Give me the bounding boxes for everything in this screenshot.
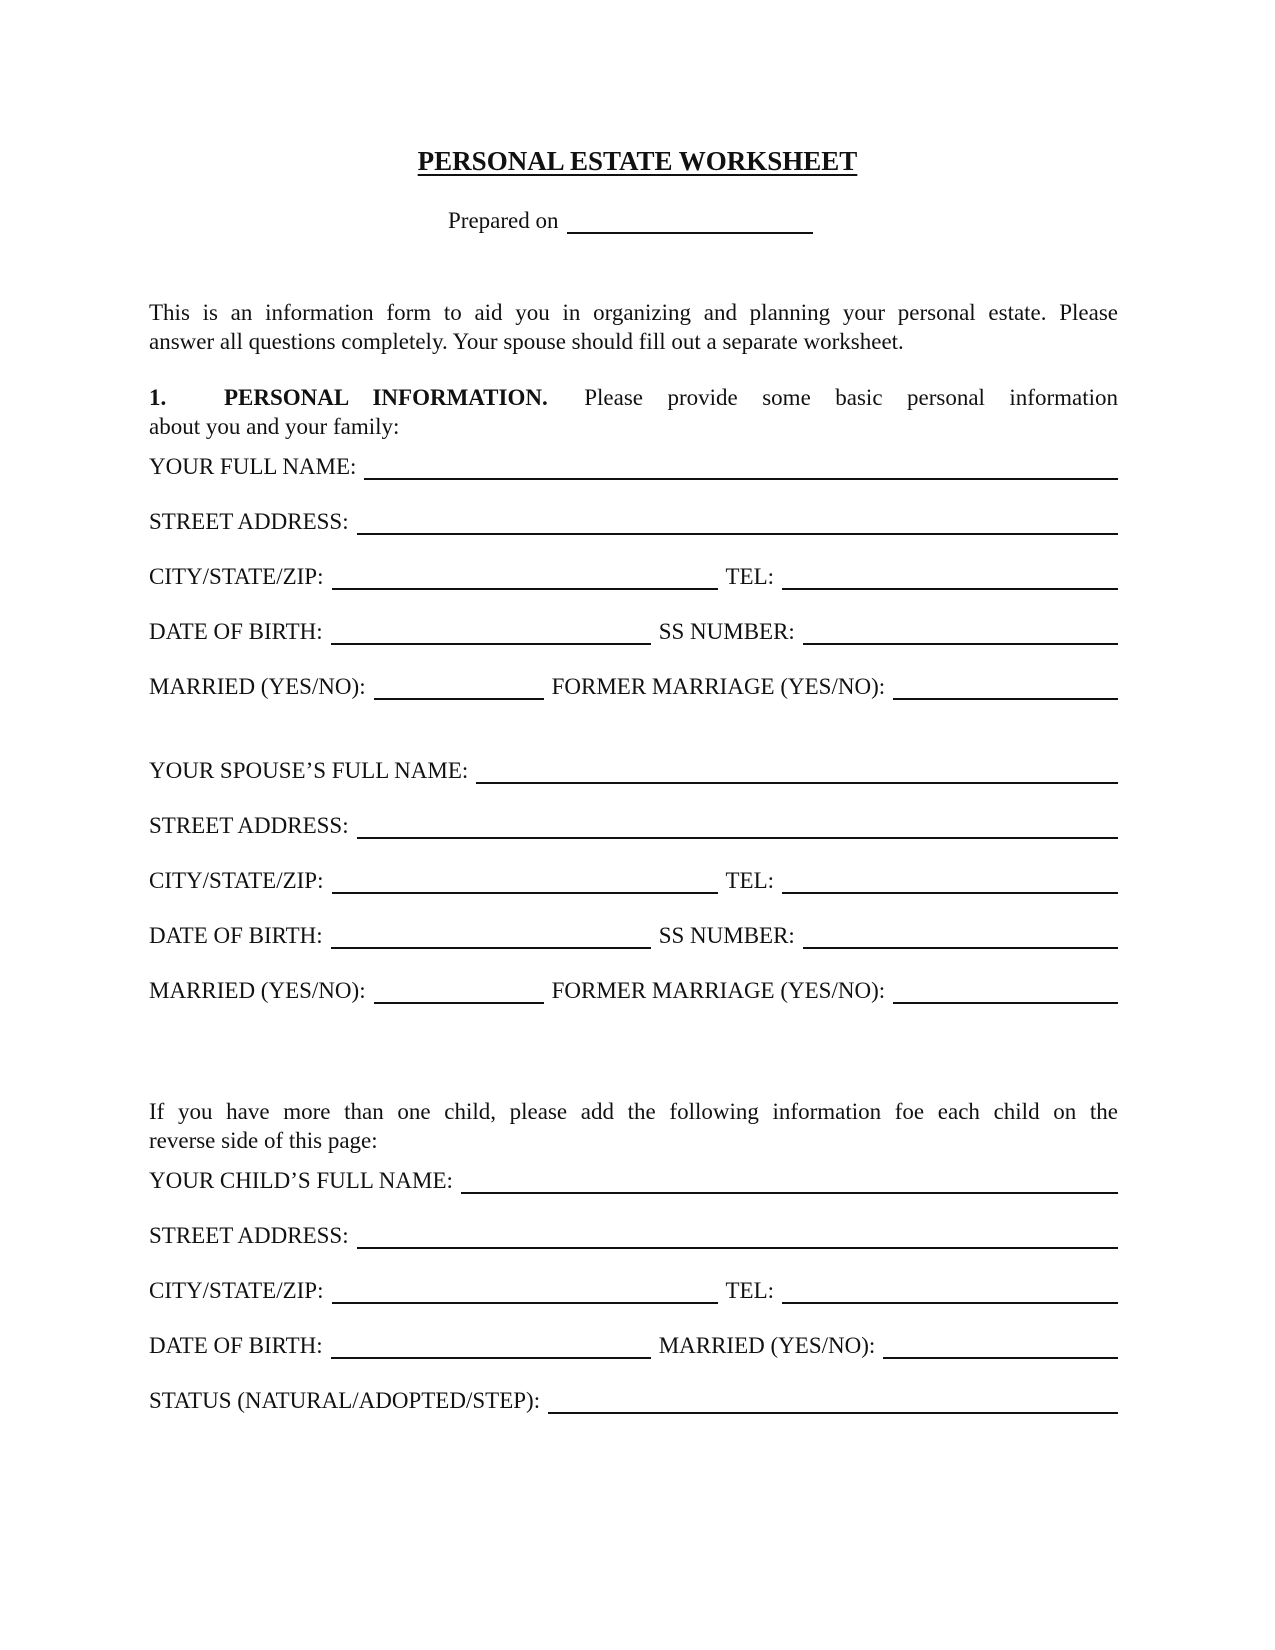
spouse-ss-label: SS NUMBER:: [658, 923, 795, 948]
your-city-row: [149, 560, 1118, 590]
your-married-field[interactable]: [374, 678, 544, 700]
child-full-name-field[interactable]: [461, 1172, 1118, 1194]
child-dob-field[interactable]: [331, 1337, 651, 1359]
prepared-on-row: [448, 208, 813, 234]
spouse-city-label: CITY/STATE/ZIP:: [149, 868, 324, 893]
spouse-full-name-field[interactable]: [476, 762, 1118, 784]
spouse-street-label: STREET ADDRESS:: [149, 813, 349, 838]
child-status-field[interactable]: [548, 1392, 1118, 1414]
spouse-dob-label: DATE OF BIRTH:: [149, 923, 323, 948]
spouse-street-row: [149, 809, 1118, 839]
child-married-label: MARRIED (YES/NO):: [658, 1333, 876, 1358]
child-tel-field[interactable]: [782, 1282, 1118, 1304]
intro-paragraph: [149, 298, 1118, 356]
child-status-label: STATUS (NATURAL/ADOPTED/STEP):: [149, 1388, 541, 1413]
spouse-dob-field[interactable]: [331, 927, 651, 949]
spouse-married-row: [149, 974, 1118, 1004]
spouse-city-row: [149, 864, 1118, 894]
your-dob-row: [149, 615, 1118, 645]
your-city-field[interactable]: [332, 568, 718, 590]
page-title: PERSONAL ESTATE WORKSHEET: [417, 146, 858, 176]
child-dob-row: [149, 1329, 1118, 1359]
spouse-dob-row: [149, 919, 1118, 949]
your-full-name-label: YOUR FULL NAME:: [149, 454, 357, 479]
spouse-city-field[interactable]: [332, 872, 718, 894]
spouse-married-field[interactable]: [374, 982, 544, 1004]
child-tel-label: TEL:: [725, 1278, 775, 1303]
your-ss-field[interactable]: [803, 623, 1118, 645]
spouse-former-label: FORMER MARRIAGE (YES/NO):: [551, 978, 886, 1003]
child-married-field[interactable]: [883, 1337, 1118, 1359]
spouse-full-name-row: [149, 754, 1118, 784]
child-city-label: CITY/STATE/ZIP:: [149, 1278, 324, 1303]
section-text-1: Please provide some basic personal information: [584, 385, 1119, 410]
your-dob-field[interactable]: [331, 623, 651, 645]
child-street-field[interactable]: [357, 1227, 1118, 1249]
section-1-heading-line: [149, 383, 1118, 412]
spouse-former-field[interactable]: [893, 982, 1118, 1004]
child-note-line-2: reverse side of this page:: [149, 1128, 378, 1153]
intro-line-1: This is an information form to aid you in organizing and planning your personal estate. Please: [149, 300, 1118, 325]
your-full-name-row: [149, 450, 1118, 480]
child-dob-label: DATE OF BIRTH:: [149, 1333, 323, 1358]
child-note-line-1: If you have more than one child, please add the following information foe each child on the: [149, 1099, 1118, 1124]
child-city-row: [149, 1274, 1118, 1304]
your-tel-field[interactable]: [782, 568, 1118, 590]
child-full-name-label: YOUR CHILD’S FULL NAME:: [149, 1168, 453, 1193]
child-note: [149, 1097, 1118, 1155]
your-street-label: STREET ADDRESS:: [149, 509, 349, 534]
your-tel-label: TEL:: [725, 564, 775, 589]
your-married-label: MARRIED (YES/NO):: [149, 674, 366, 699]
your-city-label: CITY/STATE/ZIP:: [149, 564, 324, 589]
child-status-row: [149, 1384, 1118, 1414]
child-street-row: [149, 1219, 1118, 1249]
spouse-ss-field[interactable]: [803, 927, 1118, 949]
spouse-tel-label: TEL:: [725, 868, 775, 893]
spouse-tel-field[interactable]: [782, 872, 1118, 894]
child-street-label: STREET ADDRESS:: [149, 1223, 349, 1248]
your-street-row: [149, 505, 1118, 535]
prepared-on-label: Prepared on: [448, 208, 559, 233]
child-full-name-row: [149, 1164, 1118, 1194]
spouse-street-field[interactable]: [357, 817, 1118, 839]
spouse-married-label: MARRIED (YES/NO):: [149, 978, 366, 1003]
your-married-row: [149, 670, 1118, 700]
intro-line-2: answer all questions completely. Your spouse should fill out a separate worksheet.: [149, 329, 904, 354]
your-full-name-field[interactable]: [364, 458, 1118, 480]
section-1-intro: [149, 383, 1118, 441]
child-city-field[interactable]: [332, 1282, 718, 1304]
section-text-2: about you and your family:: [149, 414, 400, 439]
spouse-full-name-label: YOUR SPOUSE’S FULL NAME:: [149, 758, 469, 783]
prepared-on-field[interactable]: [567, 210, 813, 234]
your-ss-label: SS NUMBER:: [658, 619, 795, 644]
your-dob-label: DATE OF BIRTH:: [149, 619, 323, 644]
your-former-field[interactable]: [893, 678, 1118, 700]
section-number: 1.: [149, 385, 167, 410]
your-street-field[interactable]: [357, 513, 1118, 535]
your-former-label: FORMER MARRIAGE (YES/NO):: [551, 674, 886, 699]
section-title: PERSONAL INFORMATION.: [224, 385, 548, 410]
